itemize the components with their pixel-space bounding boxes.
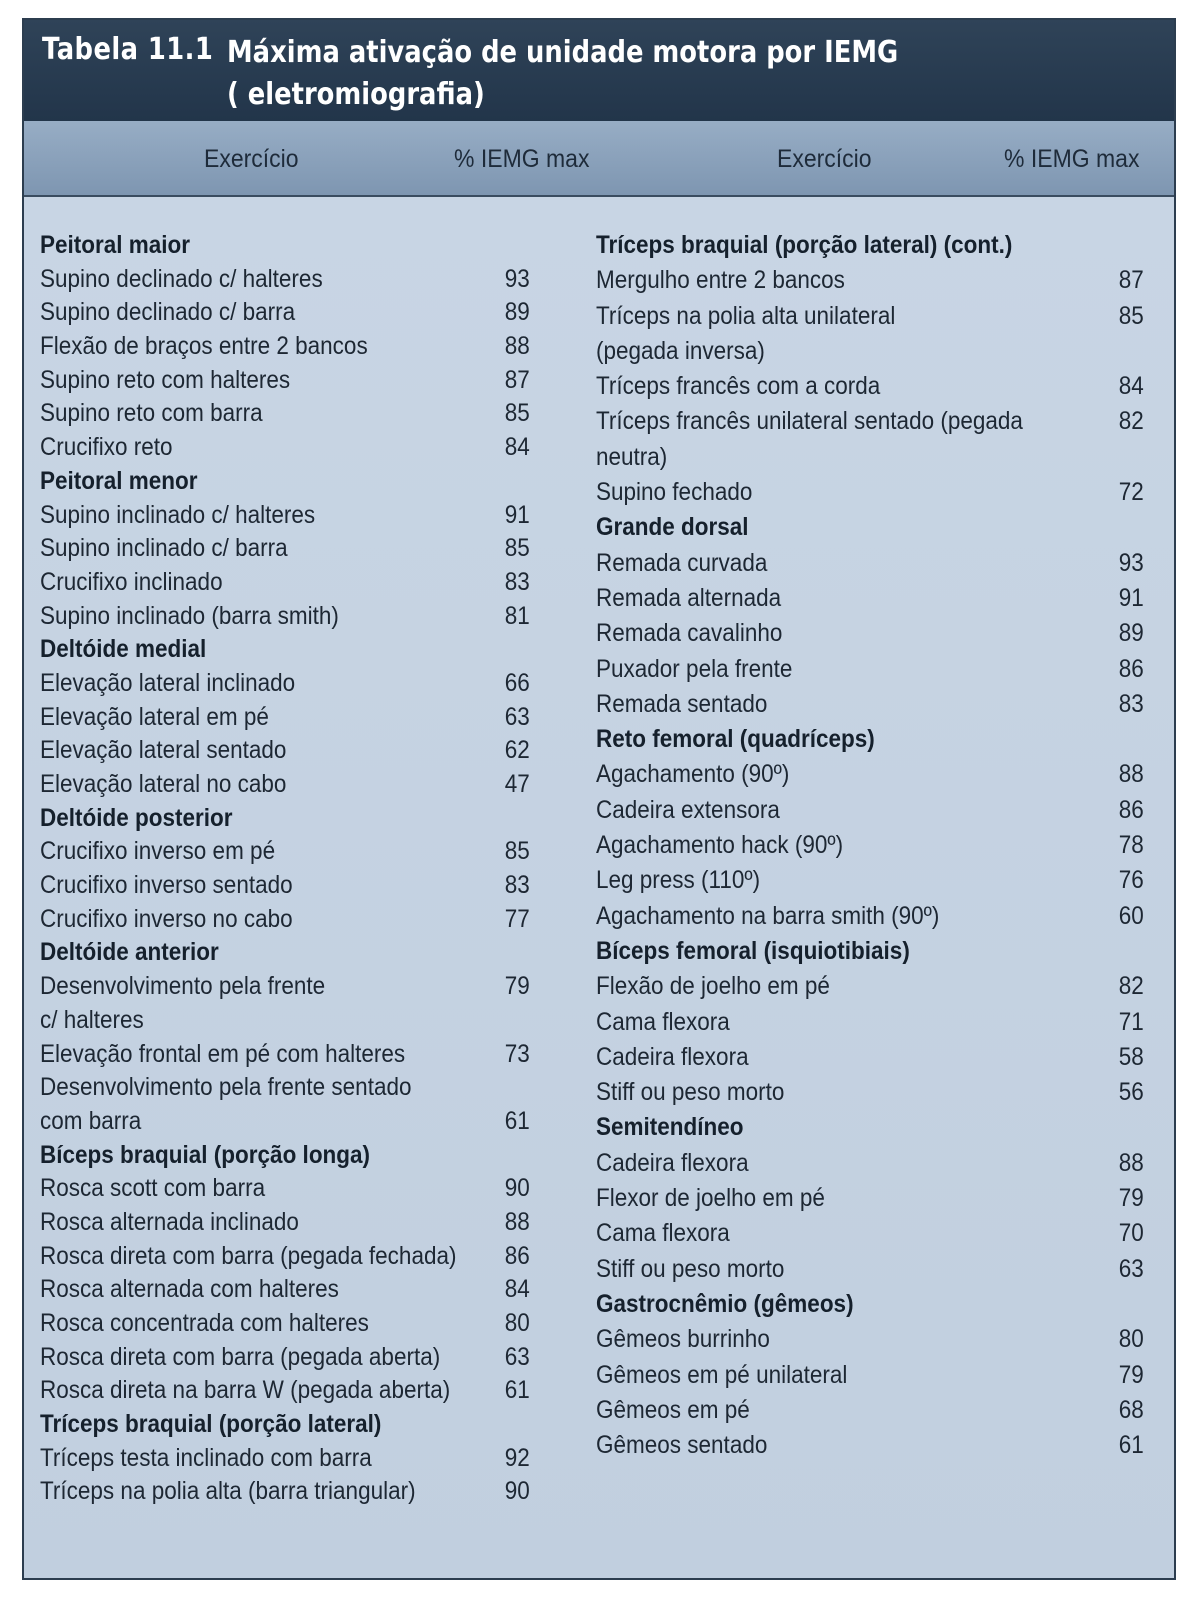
exercise-name: Cama flexora (596, 1219, 730, 1248)
table-row (40, 499, 530, 533)
table-row (40, 566, 530, 600)
table-row (40, 532, 530, 566)
iemg-value: 87 (504, 365, 530, 394)
iemg-value: 86 (504, 1241, 530, 1270)
iemg-value: 76 (1118, 866, 1144, 895)
iemg-value: 72 (1118, 478, 1144, 507)
exercise-name: Elevação frontal em pé com halteres (40, 1039, 406, 1068)
exercise-name: Rosca alternada com halteres (40, 1275, 339, 1304)
table-row (40, 1442, 530, 1476)
table-row (596, 900, 1144, 935)
muscle-group-name: Gastrocnêmio (gêmeos) (596, 1289, 854, 1318)
exercise-name: Supino reto com barra (40, 399, 263, 428)
table-row (40, 1038, 530, 1072)
table-row (40, 667, 530, 701)
iemg-value: 84 (504, 433, 530, 462)
muscle-group-heading (596, 723, 1144, 758)
iemg-value: 79 (1118, 1184, 1144, 1213)
table-row (596, 1429, 1144, 1464)
exercise-name: Tríceps francês unilateral sentado (pegada (596, 407, 1023, 436)
table-title-line1: Máxima ativação de unidade motora por IEMG (227, 35, 899, 70)
table-row (40, 1240, 530, 1274)
iemg-value: 93 (1118, 548, 1144, 577)
header-exercise-1: Exercício (204, 145, 299, 173)
header-exercise-2: Exercício (777, 145, 872, 173)
table-row (40, 397, 530, 431)
iemg-value: 56 (1118, 1078, 1144, 1107)
table-row (40, 1374, 530, 1408)
table-row (596, 1182, 1144, 1217)
table-row (40, 1071, 530, 1105)
muscle-group-heading (40, 633, 530, 667)
iemg-value: 88 (504, 332, 530, 361)
table-row (596, 582, 1144, 617)
iemg-value: 47 (504, 770, 530, 798)
table-row (596, 405, 1144, 440)
table-row (596, 264, 1144, 299)
table-row (596, 758, 1144, 793)
exercise-name: Tríceps na polia alta unilateral (596, 301, 896, 330)
exercise-name: Crucifixo reto (40, 433, 173, 462)
exercise-name: Gêmeos em pé unilateral (596, 1360, 848, 1389)
table-row (40, 701, 530, 735)
table-row (596, 617, 1144, 652)
iemg-value: 79 (1118, 1360, 1144, 1389)
iemg-value: 92 (504, 1443, 530, 1472)
muscle-group-name: Deltóide medial (40, 635, 207, 664)
muscle-group-name: Deltóide posterior (40, 803, 233, 832)
muscle-group-heading (40, 465, 530, 499)
exercise-name: Supino declinado c/ halteres (40, 264, 323, 293)
table-row (596, 1006, 1144, 1041)
exercise-name: Remada curvada (596, 548, 768, 577)
exercise-name: Elevação lateral sentado (40, 736, 287, 765)
table-row (40, 1273, 530, 1307)
exercise-name-continuation: com barra (40, 1106, 142, 1135)
table-row (40, 869, 530, 903)
table-row (40, 600, 530, 634)
iemg-value: 93 (504, 264, 530, 293)
iemg-value: 86 (1118, 654, 1144, 683)
exercise-name: Crucifixo inverso em pé (40, 837, 276, 866)
table-row-continuation (40, 1004, 530, 1038)
iemg-value: 77 (504, 904, 530, 933)
muscle-group-name: Peitoral menor (40, 466, 198, 495)
table-row (596, 1076, 1144, 1111)
exercise-name: Remada alternada (596, 583, 782, 612)
table-row (596, 1147, 1144, 1182)
iemg-value: 61 (504, 1376, 530, 1405)
table-header-row (24, 121, 1174, 197)
table-row (596, 1394, 1144, 1429)
exercise-name: Gêmeos sentado (596, 1431, 768, 1460)
table-row-continuation (596, 441, 1144, 476)
exercise-name: Crucifixo inclinado (40, 567, 223, 596)
table-row (596, 370, 1144, 405)
iemg-value: 66 (504, 668, 530, 697)
exercise-name: Supino inclinado c/ halteres (40, 500, 316, 529)
muscle-group-name: Bíceps femoral (isquiotibiais) (596, 936, 910, 965)
exercise-name: Cama flexora (596, 1007, 730, 1036)
iemg-value: 91 (504, 500, 530, 529)
iemg-value: 88 (504, 1207, 530, 1236)
table-row (40, 835, 530, 869)
table-row (596, 1217, 1144, 1252)
table-frame (22, 18, 1176, 1580)
table-row (40, 768, 530, 802)
muscle-group-heading (40, 1139, 530, 1173)
table-row (596, 1041, 1144, 1076)
table-row (40, 330, 530, 364)
table-row (40, 903, 530, 937)
muscle-group-name: Bíceps braquial (porção longa) (40, 1140, 371, 1169)
iemg-value: 86 (1118, 795, 1144, 824)
muscle-group-name: Tríceps braquial (porção lateral) (cont.) (596, 231, 1013, 259)
iemg-value: 62 (504, 736, 530, 765)
exercise-name: Crucifixo inverso no cabo (40, 904, 293, 933)
exercise-name: Gêmeos burrinho (596, 1325, 770, 1354)
muscle-group-heading (596, 511, 1144, 546)
table-row (596, 476, 1144, 511)
iemg-value: 63 (1118, 1254, 1144, 1283)
muscle-group-heading (40, 229, 530, 263)
exercise-name: Cadeira flexora (596, 1042, 749, 1071)
iemg-value: 88 (1118, 1148, 1144, 1177)
table-row (596, 864, 1144, 899)
iemg-value: 83 (504, 567, 530, 596)
table-row (40, 1307, 530, 1341)
exercise-name: Cadeira flexora (596, 1148, 749, 1177)
table-row (596, 829, 1144, 864)
table-row (596, 653, 1144, 688)
exercise-name: Desenvolvimento pela frente sentado (40, 1073, 412, 1102)
iemg-value: 90 (504, 1174, 530, 1203)
muscle-group-name: Tríceps braquial (porção lateral) (40, 1410, 382, 1439)
muscle-group-heading (596, 935, 1144, 970)
table-row (40, 1341, 530, 1375)
exercise-name: Rosca direta com barra (pegada fechada) (40, 1241, 457, 1270)
exercise-name: Rosca concentrada com halteres (40, 1309, 369, 1337)
table-row-continuation (40, 1105, 530, 1139)
iemg-value: 90 (504, 1477, 530, 1506)
muscle-group-name: Peitoral maior (40, 231, 191, 259)
exercise-name: Rosca direta com barra (pegada aberta) (40, 1342, 441, 1371)
exercise-name: Crucifixo inverso sentado (40, 871, 293, 900)
table-row (40, 263, 530, 297)
table-row (40, 970, 530, 1004)
iemg-value: 61 (1118, 1431, 1144, 1460)
muscle-group-name: Semitendíneo (596, 1113, 744, 1142)
muscle-group-heading (596, 1111, 1144, 1146)
right-column (596, 229, 1144, 1464)
iemg-value: 89 (504, 298, 530, 327)
iemg-value: 84 (504, 1275, 530, 1304)
muscle-group-heading (596, 1288, 1144, 1323)
exercise-name: Agachamento hack (90º) (596, 831, 844, 860)
table-row (40, 431, 530, 465)
exercise-name: Gêmeos em pé (596, 1395, 750, 1424)
table-row (40, 1206, 530, 1240)
exercise-name: Supino fechado (596, 478, 753, 507)
iemg-value: 83 (504, 871, 530, 900)
iemg-value: 80 (504, 1309, 530, 1337)
exercise-name: Desenvolvimento pela frente (40, 972, 326, 1001)
exercise-name: Elevação lateral no cabo (40, 770, 287, 798)
table-row (596, 1359, 1144, 1394)
exercise-name: Supino inclinado (barra smith) (40, 601, 339, 630)
iemg-value: 63 (504, 1342, 530, 1371)
iemg-value: 89 (1118, 619, 1144, 648)
muscle-group-heading (40, 936, 530, 970)
exercise-name: Tríceps francês com a corda (596, 372, 881, 401)
iemg-value: 88 (1118, 760, 1144, 789)
iemg-value: 84 (1118, 372, 1144, 401)
muscle-group-name: Deltóide anterior (40, 938, 219, 967)
iemg-value: 78 (1118, 831, 1144, 860)
iemg-value: 68 (1118, 1395, 1144, 1424)
iemg-value: 85 (504, 399, 530, 428)
exercise-name: Tríceps na polia alta (barra triangular) (40, 1477, 416, 1506)
exercise-name: Tríceps testa inclinado com barra (40, 1443, 372, 1472)
table-number: Tabela 11.1 (42, 32, 214, 67)
table-row (40, 296, 530, 330)
header-value-2: % IEMG max (1004, 145, 1140, 173)
iemg-value: 70 (1118, 1219, 1144, 1248)
table-row (40, 734, 530, 768)
table-row (40, 1172, 530, 1206)
table-row-continuation (596, 335, 1144, 370)
iemg-value: 60 (1118, 901, 1144, 930)
exercise-name: Elevação lateral inclinado (40, 668, 296, 697)
exercise-name: Agachamento na barra smith (90º) (596, 901, 940, 930)
exercise-name: Stiff ou peso morto (596, 1078, 785, 1107)
exercise-name: Rosca scott com barra (40, 1174, 266, 1203)
table-row (40, 1475, 530, 1509)
exercise-name-continuation: neutra) (596, 442, 668, 471)
exercise-name: Elevação lateral em pé (40, 702, 269, 731)
table-row (596, 547, 1144, 582)
iemg-value: 87 (1118, 266, 1144, 295)
exercise-name: Supino reto com halteres (40, 365, 291, 394)
muscle-group-heading (40, 1408, 530, 1442)
exercise-name: Cadeira extensora (596, 795, 780, 824)
iemg-value: 85 (504, 534, 530, 563)
iemg-value: 85 (1118, 301, 1144, 330)
muscle-group-heading (596, 229, 1144, 264)
table-title (227, 32, 932, 116)
exercise-name: Flexor de joelho em pé (596, 1184, 825, 1213)
exercise-name: Agachamento (90º) (596, 760, 790, 789)
iemg-value: 91 (1118, 583, 1144, 612)
iemg-value: 82 (1118, 972, 1144, 1001)
exercise-name: Puxador pela frente (596, 654, 793, 683)
table-row (596, 300, 1144, 335)
iemg-value: 79 (504, 972, 530, 1001)
iemg-value: 85 (504, 837, 530, 866)
table-row (596, 794, 1144, 829)
muscle-group-name: Reto femoral (quadríceps) (596, 725, 875, 754)
iemg-value: 61 (504, 1106, 530, 1135)
exercise-name: Flexão de joelho em pé (596, 972, 830, 1001)
table-title-line2: ( eletromiografia) (227, 77, 485, 112)
exercise-name: Remada sentado (596, 689, 768, 718)
exercise-name: Flexão de braços entre 2 bancos (40, 332, 368, 361)
exercise-name: Supino declinado c/ barra (40, 298, 296, 327)
iemg-value: 63 (504, 702, 530, 731)
iemg-value: 58 (1118, 1042, 1144, 1071)
iemg-value: 82 (1118, 407, 1144, 436)
table-row (596, 688, 1144, 723)
exercise-name-continuation: (pegada inversa) (596, 336, 765, 365)
iemg-value: 81 (504, 601, 530, 630)
muscle-group-heading (40, 802, 530, 836)
header-value-1: % IEMG max (454, 145, 590, 173)
muscle-group-name: Grande dorsal (596, 513, 749, 542)
exercise-name: Mergulho entre 2 bancos (596, 266, 845, 295)
exercise-name-continuation: c/ halteres (40, 1005, 144, 1034)
iemg-value: 83 (1118, 689, 1144, 718)
table-body (24, 197, 1174, 1580)
iemg-value: 73 (504, 1039, 530, 1068)
table-row (596, 970, 1144, 1005)
exercise-name: Leg press (110º) (596, 866, 761, 895)
table-row (40, 364, 530, 398)
iemg-value: 80 (1118, 1325, 1144, 1354)
table-row (596, 1253, 1144, 1288)
iemg-value: 71 (1118, 1007, 1144, 1036)
exercise-name: Rosca direta na barra W (pegada aberta) (40, 1376, 451, 1405)
left-column (40, 229, 530, 1509)
exercise-name: Remada cavalinho (596, 619, 783, 648)
exercise-name: Rosca alternada inclinado (40, 1207, 299, 1236)
table-row (596, 1323, 1144, 1358)
exercise-name: Supino inclinado c/ barra (40, 534, 288, 563)
exercise-name: Stiff ou peso morto (596, 1254, 785, 1283)
table-title-bar (24, 20, 1174, 121)
